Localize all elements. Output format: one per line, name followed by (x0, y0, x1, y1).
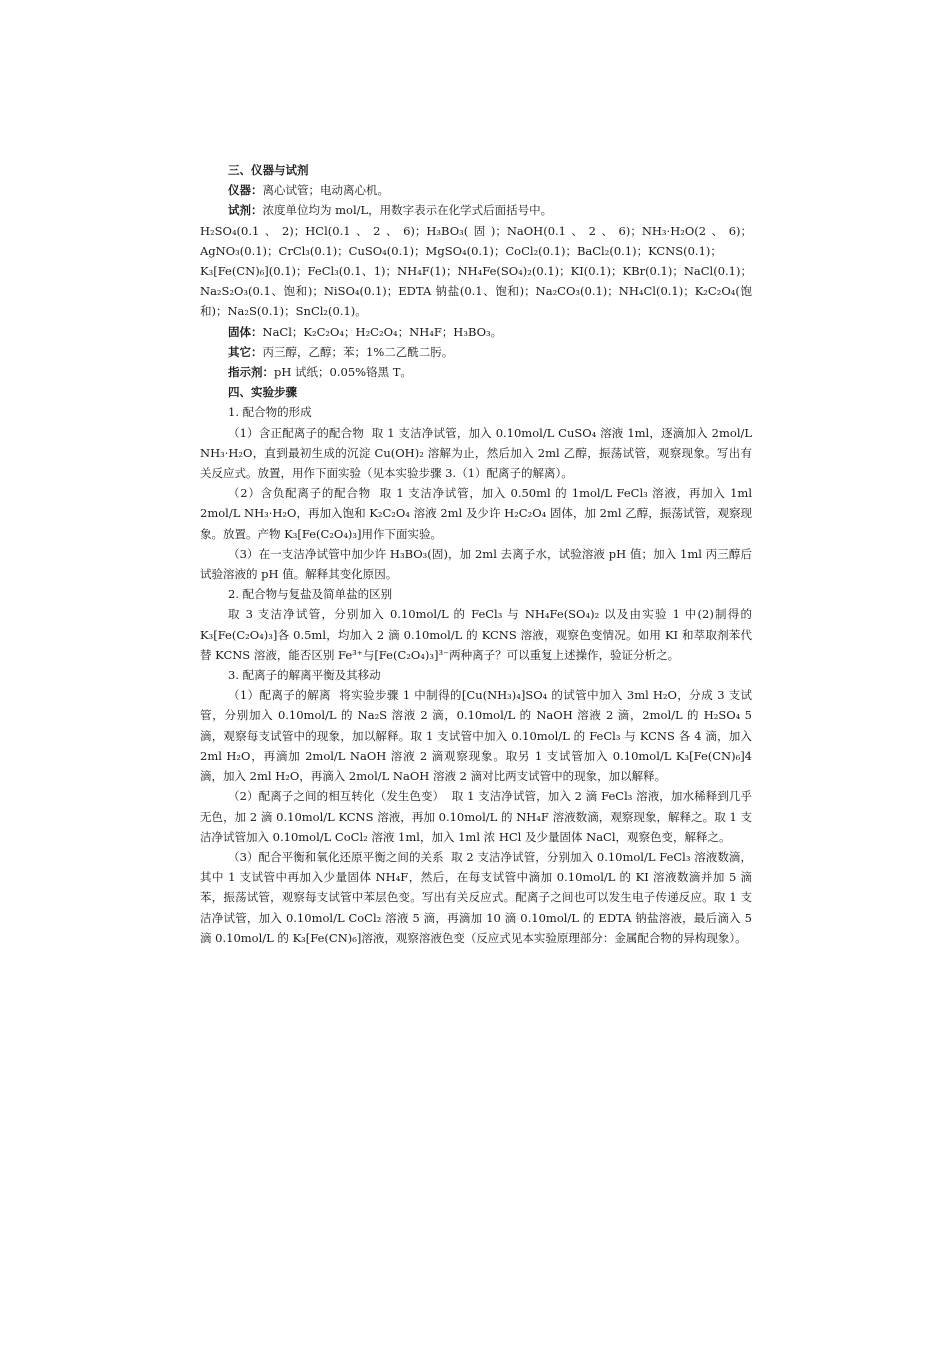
reagents-list: H₂SO₄(0.1、2)；HCl(0.1、2、6)；H₃BO₃(固)；NaOH(0.1、2、6)；NH₃·H₂O(2、6)；AgNO₃(0.1)；CrCl₃(0.1)；CuSO₄(0.1)；MgSO₄(0.1)；CoCl₂(0.1)；BaCl₂(0.1)；KCNS(0.1)；K₃[Fe(CN)₆](0.1)；FeCl₃(0.1、1)；NH₄F(1)；NH₄Fe(SO₄)₂(0.1)；KI(0.1)；KBr(0.1)；NaCl(0.1)；Na₂S₂O₃(0.1、饱和)；NiSO₄(0.1)；EDTA 钠盐(0.1、饱和)；Na₂CO₃(0.1)；NH₄Cl(0.1)；K₂C₂O₄(饱和)；Na₂S(0.1)；SnCl₂(0.1)。 (200, 223, 752, 319)
others-text: 丙三醇，乙醇；苯；1%二乙酰二肟。 (262, 344, 454, 359)
step-1-2-head: （2）含负配离子的配合物 (228, 486, 371, 501)
others-line (200, 342, 752, 362)
step-3-1-paragraph (200, 685, 752, 786)
step-1-1-text: 取 1 支洁净试管，加入 0.10mol/L CuSO₄ 溶液 1ml，逐滴加入 2mol/L NH₃·H₂O，直到最初生成的沉淀 Cu(OH)₂ 溶解为止，然后加入 2ml 乙醇，振荡试管，观察现象。写出有关反应式。放置，用作下面实验（见本实验步骤 3.（1）配离子的解离）。 (200, 425, 753, 481)
document-body (200, 160, 752, 948)
step-3-2-paragraph (200, 786, 752, 847)
indicators-line (200, 362, 752, 382)
indicators-text: pH 试纸；0.05%铬黑 T。 (274, 365, 412, 380)
step-1-1-head: （1）含正配离子的配合物 (228, 425, 365, 440)
step-2-heading: 2. 配合物与复盐及简单盐的区别 (228, 587, 393, 602)
others-label: 其它： (228, 344, 263, 359)
reagents-line (200, 200, 752, 220)
solids-label: 固体： (228, 324, 263, 339)
step-3-heading: 3. 配离子的解离平衡及其移动 (228, 668, 381, 683)
section-4-heading: 四、实验步骤 (228, 385, 297, 400)
solids-text: NaCl；K₂C₂O₄；H₂C₂O₄；NH₄F；H₃BO₃。 (262, 324, 503, 339)
step-3-3-paragraph (200, 847, 752, 948)
section-3-heading: 三、仪器与试剂 (228, 163, 309, 177)
step-1-2-text: 取 1 支洁净试管，加入 0.50ml 的 1mol/L FeCl₃ 溶液，再加入 1ml 2mol/L NH₃·H₂O，再加入饱和 K₂C₂O₄ 溶液 2ml 及少许 H₂C₂O₄ 固体，加 2ml 乙醇，振荡试管，观察现象。放置。产物 K₃[Fe(C₂O₄)₃]用作下面实验。 (200, 486, 752, 541)
step-3-1-head: （1）配离子的解离 (228, 688, 332, 703)
step-3-2-head: （2）配离子之间的相互转化（发生色变） (228, 789, 445, 804)
step-1-2-paragraph (200, 483, 752, 544)
step-3-2-text: 取 1 支洁净试管，加入 2 滴 FeCl₃ 溶液，加水稀释到几乎无色，加 2 滴 0.10mol/L KCNS 溶液，再加 0.10mol/L 的 NH₄F 溶液数滴，观察现象，解释之。取 1 支洁净试管加入 0.10mol/L CoCl₂ 溶液 1ml，加入 1ml 浓 HCl 及少量固体 NaCl，观察色变，解释之。 (200, 789, 752, 844)
reagents-text: 浓度单位均为 mol/L，用数字表示在化学式后面括号中。 (262, 203, 553, 218)
instruments-line (200, 180, 752, 200)
step-1-3-paragraph: （3）在一支洁净试管中加少许 H₃BO₃(固)，加 2ml 去离子水，试验溶液 pH 值；加入 1ml 丙三醇后试验溶液的 pH 值。解释其变化原因。 (200, 546, 752, 582)
reagents-label: 试剂： (228, 203, 263, 218)
step-3-3-head: （3）配合平衡和氧化还原平衡之间的关系 (228, 849, 444, 864)
step-3-3-text: 取 2 支洁净试管，分别加入 0.10mol/L FeCl₃ 溶液数滴，其中 1 支试管中再加入少量固体 NH₄F，然后，在每支试管中滴加 0.10mol/L 的 KI 溶液数滴并加 5 滴苯，振荡试管，观察每支试管中苯层色变。写出有关反应式。配离子之间也可以发生电子传递反应。取 1 支洁净试管，加入 0.10mol/L CoCl₂ 溶液 5 滴，再滴加 10 滴 0.10mol/L 的 EDTA 钠盐溶液，最后滴入 5 滴 0.10mol/L 的 K₃[Fe(CN)₆]溶液，观察溶液色变（反应式见本实验原理部分：金属配合物的异构现象）。 (200, 849, 752, 945)
instruments-text: 离心试管；电动离心机。 (262, 183, 389, 198)
solids-line (200, 322, 752, 342)
step-2-paragraph: 取 3 支洁净试管，分别加入 0.10mol/L 的 FeCl₃ 与 NH₄Fe(SO₄)₂ 以及由实验 1 中(2)制得的 K₃[Fe(C₂O₄)₃]各 0.5ml，均加入 2 滴 0.10mol/L 的 KCNS 溶液，观察色变情况。如用 KI 和萃取剂苯代替 KCNS 溶液，能否区别 Fe³⁺与[Fe(C₂O₄)₃]³⁻两种离子？可以重复上述操作，验证分析之。 (200, 607, 752, 662)
step-3-1-text: 将实验步骤 1 中制得的[Cu(NH₃)₄]SO₄ 的试管中加入 3ml H₂O，分成 3 支试管，分别加入 0.10mol/L 的 Na₂S 溶液 2 滴，0.10mol/L 的 NaOH 溶液 2 滴，2mol/L 的 H₂SO₄ 5 滴，观察每支试管中的现象，加以解释。取 1 支试管中加入 0.10mol/L 的 FeCl₃ 与 KCNS 各 4 滴，加入 2ml H₂O，再滴加 2mol/L NaOH 溶液 2 滴观察现象。取另 1 支试管加入 0.10mol/L K₃[Fe(CN)₆]4 滴，加入 2ml H₂O，再滴入 2mol/L NaOH 溶液 2 滴对比两支试管中的现象，加以解释。 (200, 688, 752, 784)
step-1-1-paragraph (200, 423, 752, 484)
instruments-label: 仪器： (228, 183, 263, 198)
step-1-heading: 1. 配合物的形成 (228, 405, 312, 420)
indicators-label: 指示剂： (228, 365, 274, 380)
